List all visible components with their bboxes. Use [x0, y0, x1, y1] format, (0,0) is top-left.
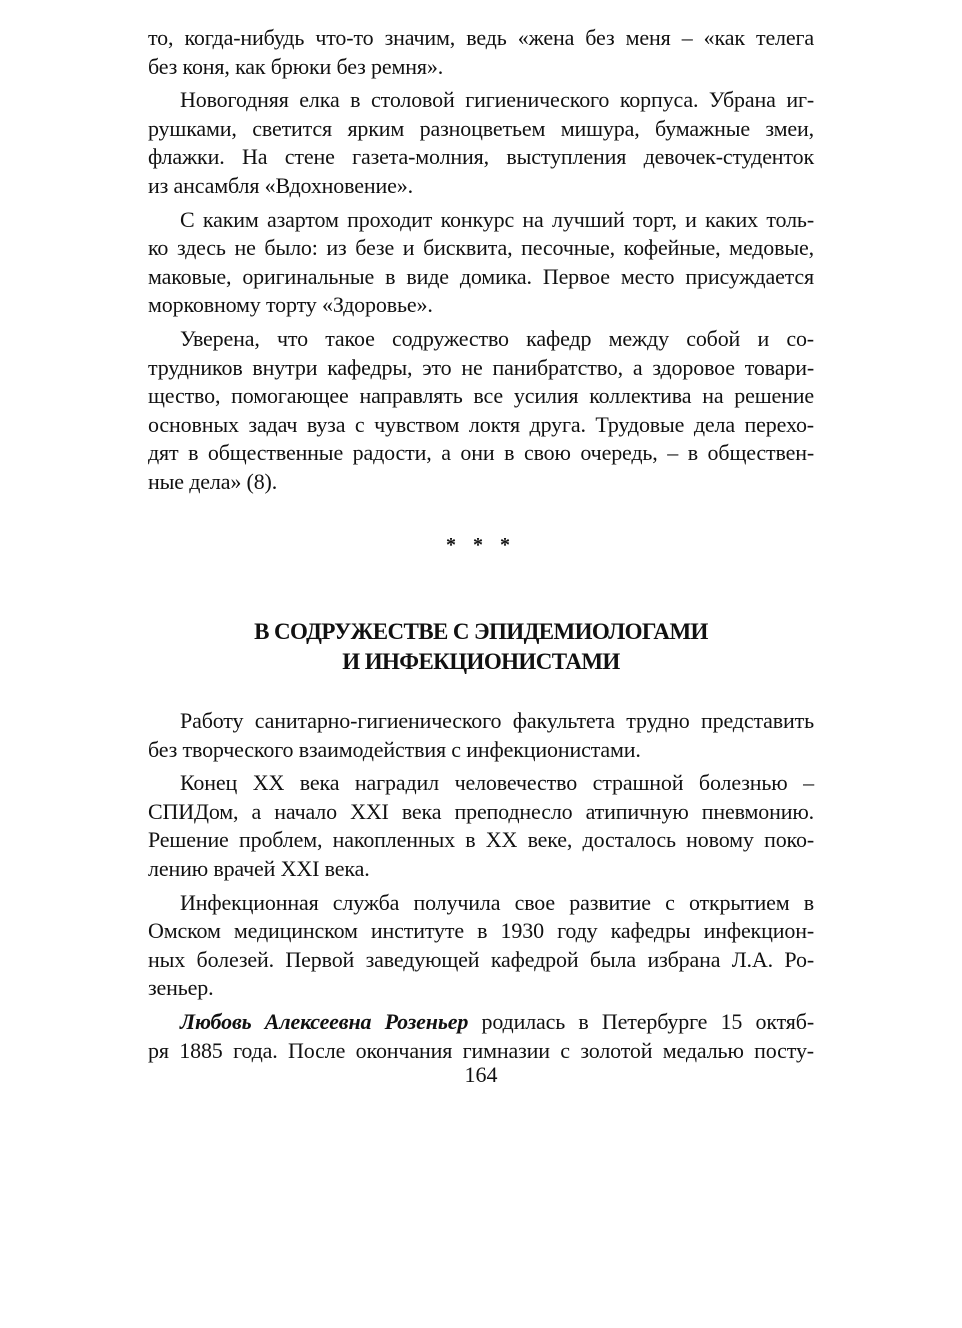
text-line: Уверена, что такое содружество кафедр между собой и со-	[180, 325, 814, 351]
text-line: лению врачей XXI века.	[148, 856, 370, 882]
text-line: из ансамбля «Вдохновение».	[148, 172, 413, 198]
text-line: Конец XX века наградил человечество страшной болезнью –	[180, 770, 814, 796]
text-fragment: родилась в Петербурге 15 октяб-	[468, 1009, 814, 1035]
paragraph-5	[148, 707, 814, 764]
text-line: ря 1885 года. После окончания гимназии с золотой медалью посту-	[148, 1037, 814, 1063]
text-line: ко здесь не было: из безе и бисквита, песочные, кофейные, медовые,	[148, 235, 814, 261]
paragraph-4	[148, 325, 814, 497]
text-line: Новогодняя елка в столовой гигиенического корпуса. Убрана иг-	[180, 87, 814, 113]
text-line: Работу санитарно-гигиенического факультета трудно представить	[180, 708, 814, 734]
text-line: зеньер.	[148, 975, 214, 1001]
paragraph-7	[148, 889, 814, 1003]
text-line: трудников внутри кафедры, это не панибратство, а здоровое товари-	[148, 354, 814, 380]
section-heading	[148, 617, 814, 677]
text-line: Решение проблем, накопленных в XX веке, досталось новому поко-	[148, 827, 814, 853]
text-line: С каким азартом проходит конкурс на лучший торт, и каких толь-	[180, 206, 814, 232]
text-line	[148, 1008, 814, 1037]
text-line: Омском медицинском институте в 1930 году кафедры инфекцион-	[148, 918, 814, 944]
page-body	[148, 24, 814, 1070]
text-line: основных задач вуза с чувством локтя друга. Трудовые дела перехо-	[148, 411, 814, 437]
text-line: Инфекционная служба получила свое развитие с открытием в	[180, 889, 814, 915]
text-line: маковые, оригинальные в виде домика. Первое место присуждается	[148, 263, 814, 289]
text-line: ных болезей. Первой заведующей кафедрой была избрана Л.А. Ро-	[148, 946, 814, 972]
text-line: СПИДом, а начало XXI века преподнесло атипичную пневмонию.	[148, 798, 814, 824]
text-line: флажки. На стене газета-молния, выступления девочек-студенток	[148, 144, 814, 170]
paragraph-3	[148, 206, 814, 320]
text-line: без коня, как брюки без ремня».	[148, 53, 444, 79]
person-name: Любовь Алексеевна Розеньер	[180, 1009, 469, 1035]
paragraph-8	[148, 1008, 814, 1065]
text-line: дят в общественные радости, а они в свою очередь, – в обществен-	[148, 440, 814, 466]
paragraph-6	[148, 769, 814, 883]
text-line: ные дела» (8).	[148, 468, 278, 494]
paragraph-2	[148, 86, 814, 200]
page-number: 164	[464, 1062, 498, 1087]
text-line: то, когда-нибудь что-то значим, ведь «жена без меня – «как телега	[148, 25, 814, 50]
text-line: рушками, светится ярким разноцветьем мишура, бумажные змеи,	[148, 115, 814, 141]
paragraph-1	[148, 24, 814, 81]
heading-line-1: В СОДРУЖЕСТВЕ С ЭПИДЕМИОЛОГАМИ	[254, 619, 708, 645]
text-line: морковному торту «Здоровье».	[148, 292, 433, 318]
heading-line-2: И ИНФЕКЦИОНИСТАМИ	[342, 649, 620, 675]
section-separator: * * *	[446, 533, 516, 556]
text-line: без творческого взаимодействия с инфекционистами.	[148, 736, 641, 762]
text-line: щество, помогающее направлять все усилия коллектива на решение	[148, 383, 814, 409]
